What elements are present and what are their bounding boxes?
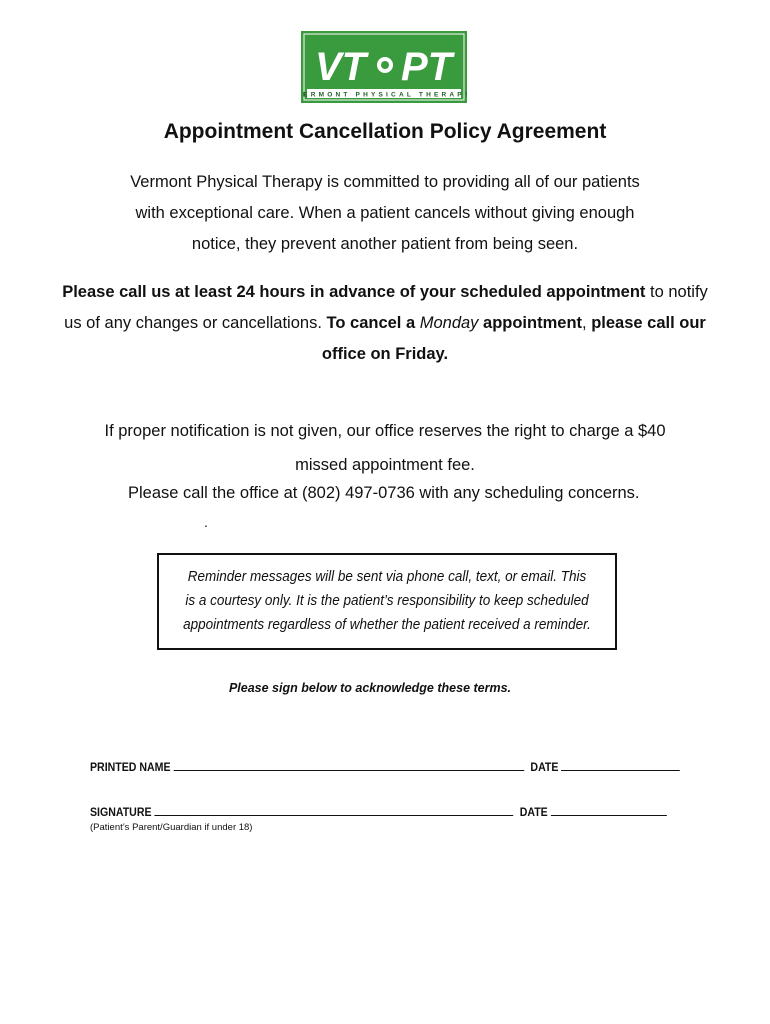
date-field[interactable] bbox=[561, 761, 680, 771]
fee-paragraph bbox=[40, 414, 730, 482]
cancellation-instructions bbox=[60, 277, 710, 370]
reminder-text bbox=[182, 565, 592, 637]
signature-label: SIGNATURE bbox=[90, 807, 152, 819]
monday-text: Monday bbox=[419, 314, 479, 332]
sign-instruction: Please sign below to acknowledge these terms. bbox=[228, 681, 512, 695]
logo-tagline: VERMONT PHYSICAL THERAPY bbox=[301, 91, 467, 99]
intro-line: with exceptional care. When a patient cancels without giving enough bbox=[135, 204, 635, 222]
fee-line: If proper notification is not given, our office reserves the right to charge a $40 bbox=[104, 422, 666, 440]
stray-dot: . bbox=[204, 514, 208, 530]
guardian-note: (Patient’s Parent/Guardian if under 18) bbox=[90, 822, 253, 833]
appointment-text: appointment bbox=[478, 314, 583, 332]
reminder-notice-box bbox=[157, 553, 617, 650]
printed-name-row bbox=[90, 761, 684, 774]
comma-text: , bbox=[582, 314, 592, 332]
signature-field[interactable] bbox=[154, 806, 513, 816]
svg-text:VT: VT bbox=[315, 45, 367, 89]
document-title: Appointment Cancellation Policy Agreement bbox=[163, 120, 607, 143]
contact-line: Please call the office at (802) 497-0736 with any scheduling concerns. bbox=[128, 484, 640, 502]
notify-text: to notify us of any changes or cancellations. bbox=[64, 283, 708, 332]
reminder-line: is a courtesy only. It is the patient’s responsibility to keep scheduled bbox=[185, 592, 589, 609]
intro-line: notice, they prevent another patient from being seen. bbox=[191, 235, 579, 253]
reminder-line: Reminder messages will be sent via phone call, text, or email. This bbox=[187, 568, 587, 585]
date-label: DATE bbox=[519, 807, 548, 819]
intro-paragraph bbox=[60, 167, 710, 260]
friday-text: please call our office on Friday. bbox=[321, 314, 706, 363]
printed-name-label: PRINTED NAME bbox=[90, 762, 171, 774]
advance-notice-text: Please call us at least 24 hours in advance of your scheduled appointment bbox=[62, 283, 646, 301]
vtpt-logo bbox=[301, 31, 467, 103]
svg-text:PT: PT bbox=[401, 45, 453, 89]
intro-line: Vermont Physical Therapy is committed to providing all of our patients bbox=[130, 173, 640, 191]
logo-graphic bbox=[301, 31, 467, 103]
printed-name-field[interactable] bbox=[173, 761, 524, 771]
signature-row bbox=[90, 806, 670, 819]
date-label: DATE bbox=[530, 762, 559, 774]
reminder-line: appointments regardless of whether the patient received a reminder. bbox=[183, 616, 591, 633]
signature-date-field[interactable] bbox=[550, 806, 666, 816]
fee-line: missed appointment fee. bbox=[295, 456, 475, 474]
monday-intro-text: To cancel a bbox=[326, 314, 420, 332]
